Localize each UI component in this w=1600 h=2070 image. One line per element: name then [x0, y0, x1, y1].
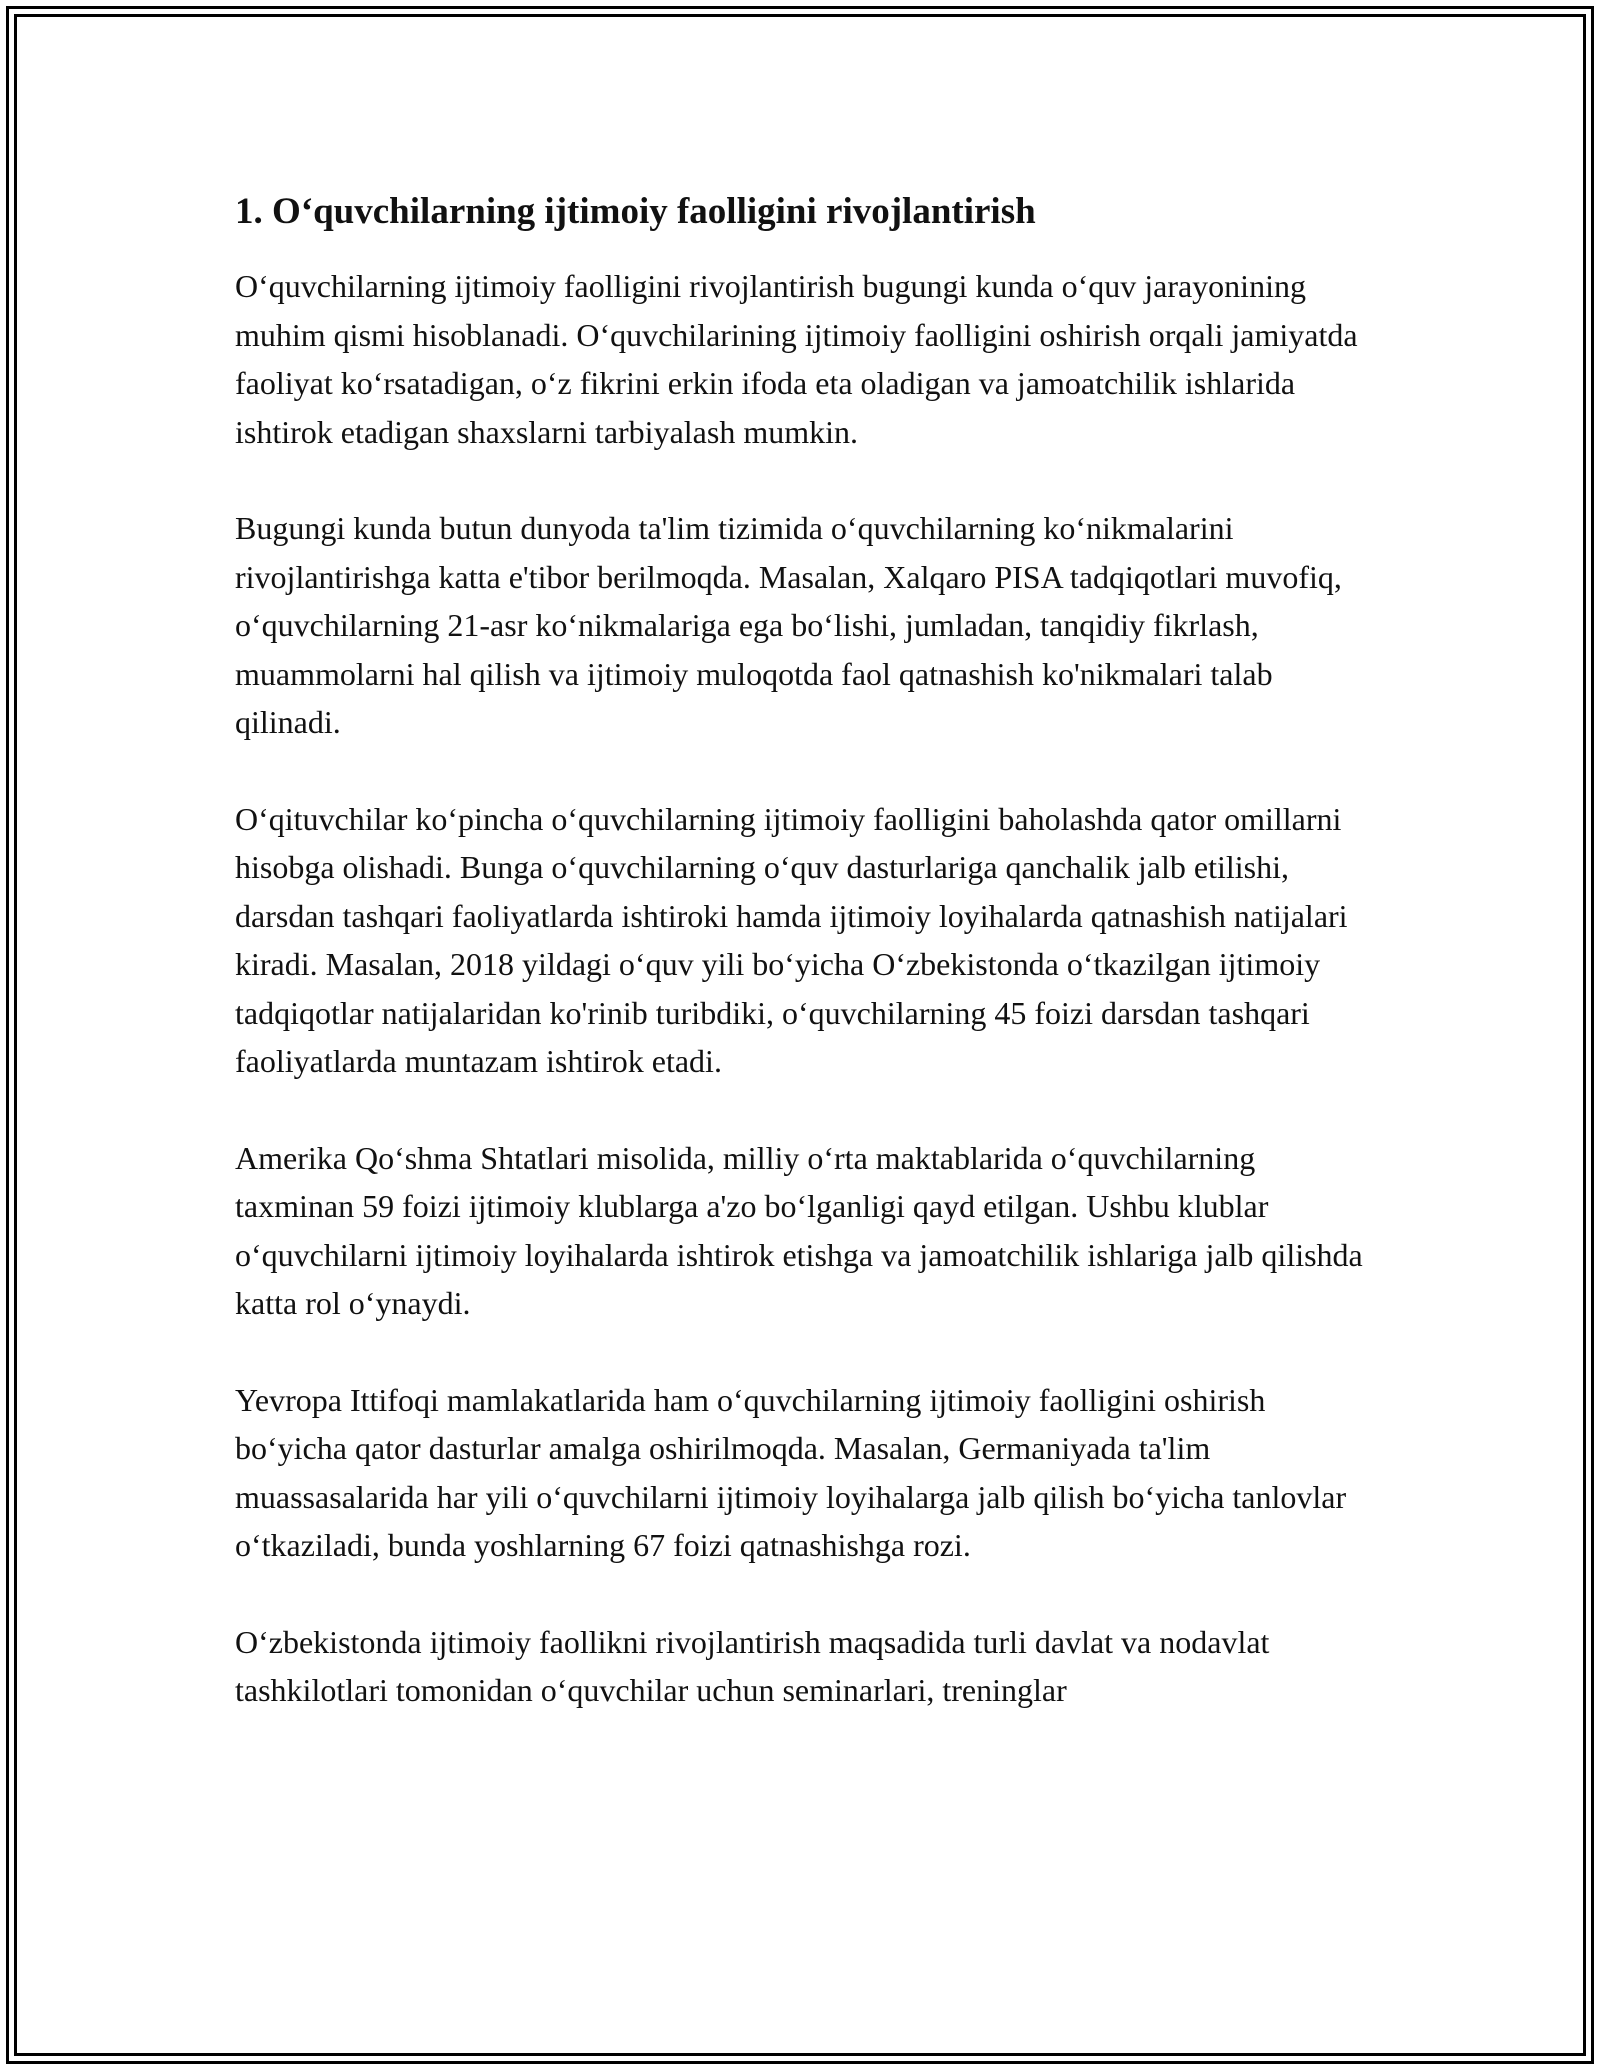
- paragraph-2: Bugungi kunda butun dunyoda ta'lim tizimida o‘quvchilarning ko‘nikmalarini rivojlantirishga katta e'tibor berilmoqda. Masalan, Xalqaro PISA tadqiqotlari muvofiq, o‘quvchilarning 21-asr ko‘nikmalariga ega bo‘lishi, jumladan, tanqidiy fikrlash, muammolarni hal qilish va ijtimoiy muloqotda faol qatnashish ko'nikmalari talab qilinadi.: [235, 510, 1342, 740]
- paragraph-5: Yevropa Ittifoqi mamlakatlarida ham o‘quvchilarning ijtimoiy faolligini oshirish bo‘yicha qator dasturlar amalga oshirilmoqda. Masalan, Germaniyada ta'lim muassasalarida har yili o‘quvchilarni ijtimoiy loyihalarga jalb qilish bo‘yicha tanlovlar o‘tkaziladi, bunda yoshlarning 67 foizi qatnashishga rozi.: [235, 1381, 1347, 1563]
- paragraph-4: Amerika Qo‘shma Shtatlari misolida, milliy o‘rta maktablarida o‘quvchilarning taxminan 59 foizi ijtimoiy klublarga a'zo bo‘lganligi qayd etilgan. Ushbu klublar o‘quvchilarni ijtimoiy loyihalarda ishtirok etishga va jamoatchilik ishlariga jalb qilishda katta rol o‘ynaydi.: [235, 1139, 1363, 1321]
- document-page: [235, 186, 1370, 1763]
- section-heading: 1. O‘quvchilarning ijtimoiy faolligini rivojlantirish: [235, 191, 1036, 232]
- paragraph-3: O‘qituvchilar ko‘pincha o‘quvchilarning ijtimoiy faolligini baholashda qator omillarni hisobga olishadi. Bunga o‘quvchilarning o‘quv dasturlariga qanchalik jalb etilishi, darsdan tashqari faoliyatlarda ishtiroki hamda ijtimoiy loyihalarda qatnashish natijalari kiradi. Masalan, 2018 yildagi o‘quv yili bo‘yicha O‘zbekistonda o‘tkazilgan ijtimoiy tadqiqotlar natijalaridan ko'rinib turibdiki, o‘quvchilarning 45 foizi darsdan tashqari faoliyatlarda muntazam ishtirok etadi.: [235, 800, 1348, 1079]
- paragraph-6: O‘zbekistonda ijtimoiy faollikni rivojlantirish maqsadida turli davlat va nodavlat tashkilotlari tomonidan o‘quvchilar uchun seminarlari, treninglar: [235, 1623, 1270, 1708]
- paragraph-1: O‘quvchilarning ijtimoiy faolligini rivojlantirish bugungi kunda o‘quv jarayonining muhim qismi hisoblanadi. O‘quvchilarining ijtimoiy faolligini oshirish orqali jamiyatda faoliyat ko‘rsatadigan, o‘z fikrini erkin ifoda eta oladigan va jamoatchilik ishlarida ishtirok etadigan shaxslarni tarbiyalash mumkin.: [235, 268, 1358, 450]
